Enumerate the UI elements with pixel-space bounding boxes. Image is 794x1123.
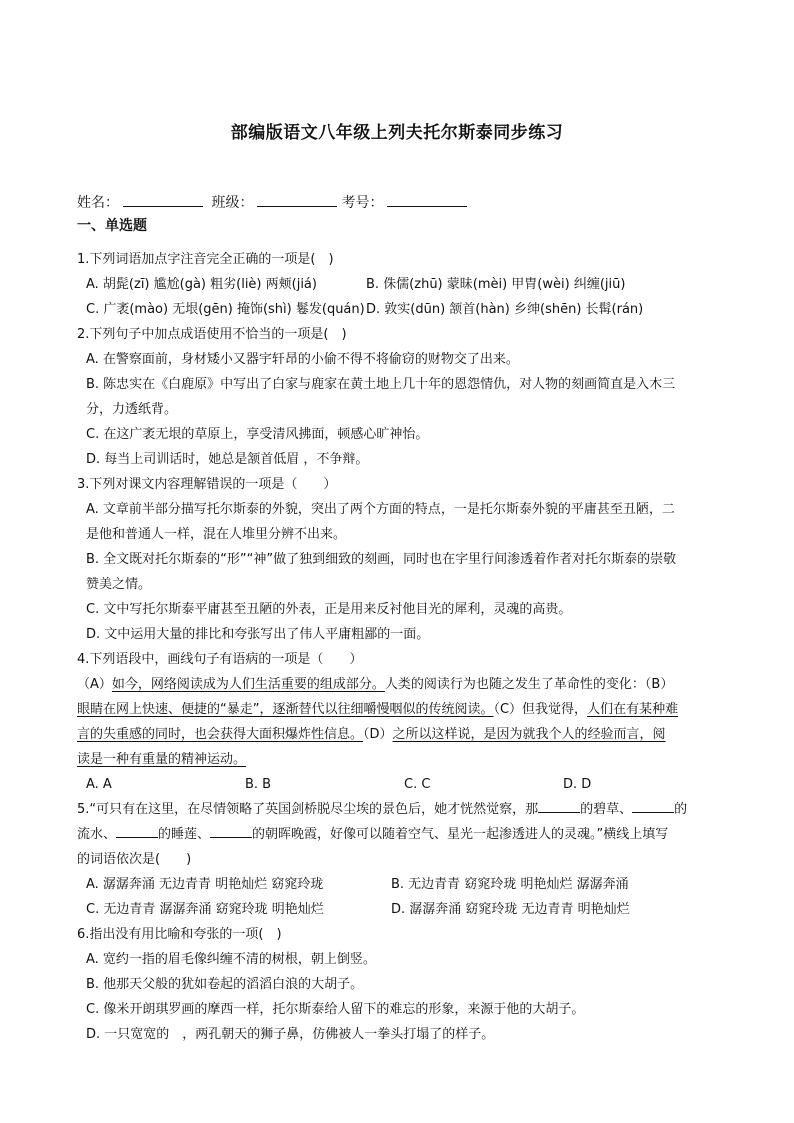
option-b-line1: B. 全文既对托尔斯泰的“形”“神”做了独到细致的刻画，同时也在字里行间渗透着作者对托尔斯泰的崇敬 — [86, 552, 677, 567]
option-d: D. 一只宽宽的 ，两孔朝天的狮子鼻，仿佛被人一拳头打塌了的样子。 — [86, 1027, 495, 1042]
question-4-passage-line1 — [77, 672, 717, 697]
underlined-sentence-a: 如今，网络阅读成为人们生活重要的组成部分。 — [111, 677, 385, 692]
stem-text: 的朝晖晚霞，好像可以随着空气、星光一起渗透进人的灵魂。”横线上填写 — [252, 827, 669, 842]
option-b-line2: 分，力透纸背。 — [86, 402, 178, 417]
option-c: C. 广袤(mào) 无垠(gēn) 掩饰(shì) 鬈发(quán) — [86, 302, 365, 317]
option-a: A. 宽约一指的眉毛像纠缠不清的树根，朝上倒竖。 — [86, 952, 376, 967]
fill-blank-1[interactable] — [538, 799, 580, 813]
option-c: C. 文中写托尔斯泰平庸甚至丑陋的外表，正是用来反衬他目光的犀利，灵魂的高贵。 — [86, 602, 572, 617]
question-1-options-row2 — [77, 297, 717, 322]
number-label: 考号： — [341, 195, 384, 211]
option-a: A. 胡髭(zī) 尴尬(gà) 粗劣(liè) 两颊(jiá) — [86, 277, 317, 292]
option-c: C. 无边青青 潺潺奔涌 窈窕玲珑 明艳灿烂 — [86, 902, 324, 917]
option-c: C. C — [404, 777, 431, 792]
option-a: A. A — [86, 777, 112, 792]
stem-text: 的 — [674, 802, 688, 817]
option-b: B. 他那天父般的犹如卷起的滔滔白浪的大胡子。 — [86, 977, 364, 992]
question-4-passage-line4 — [77, 747, 717, 772]
question-2-stem: 2.下列句子中加点成语使用不恰当的一项是( ) — [77, 327, 347, 342]
stem-text: 的碧草、 — [580, 802, 633, 817]
question-6-stem: 6.指出没有用比喻和夸张的一项( ) — [77, 927, 282, 942]
option-b: B. B — [245, 777, 272, 792]
option-c: C. 像米开朗琪罗画的摩西一样，托尔斯泰给人留下的难忘的形象，来源于他的大胡子。 — [86, 1002, 585, 1017]
section-heading: 一、单选题 — [77, 218, 147, 234]
question-5-stem-line2 — [77, 822, 717, 847]
fill-blank-2[interactable] — [632, 799, 674, 813]
option-a-line1: A. 文章前半部分描写托尔斯泰的外貌，突出了两个方面的特点，一是托尔斯泰外貌的平庸甚至丑陋，二 — [86, 502, 675, 517]
option-d: D. D — [563, 777, 592, 792]
number-blank[interactable] — [387, 192, 467, 207]
fill-blank-3[interactable] — [116, 824, 158, 838]
question-4-passage-line3 — [77, 722, 717, 747]
label-c: （C）但我觉得， — [493, 702, 588, 717]
question-5-options-row1 — [77, 872, 717, 897]
question-1-options-row1 — [77, 272, 717, 297]
option-c: C. 在这广袤无垠的草原上，享受清风拂面，顿感心旷神怡。 — [86, 427, 429, 442]
question-4-passage-line2 — [77, 697, 717, 722]
underlined-sentence-d-part1: 之所以这样说，是因为就我个人的经验而言，阅 — [392, 727, 666, 742]
option-d: D. 文中运用大量的排比和夸张写出了伟人平庸粗鄙的一面。 — [86, 627, 430, 642]
option-a: A. 潺潺奔涌 无边青青 明艳灿烂 窈窕玲珑 — [86, 877, 324, 892]
class-label: 班级： — [211, 195, 254, 211]
question-list — [77, 247, 717, 1047]
option-b: B. 侏儒(zhū) 蒙昧(mèi) 甲胄(wèi) 纠缠(jiū) — [366, 277, 626, 292]
student-info-line — [77, 192, 471, 212]
question-4-stem: 4.下列语段中，画线句子有语病的一项是（ ） — [77, 652, 363, 667]
underlined-sentence-d-part2: 读是一种有重量的精神运动。 — [77, 752, 247, 767]
class-blank[interactable] — [257, 192, 337, 207]
option-d: D. 敦实(dūn) 颔首(hàn) 乡绅(shēn) 长髯(rán) — [366, 302, 644, 317]
option-d: D. 潺潺奔涌 窈窕玲珑 无边青青 明艳灿烂 — [391, 902, 630, 917]
name-blank[interactable] — [123, 192, 203, 207]
page-title: 部编版语文八年级上列夫托尔斯泰同步练习 — [230, 123, 564, 143]
option-b-line2: 赞美之情。 — [86, 577, 152, 592]
option-b: B. 无边青青 窈窕玲珑 明艳灿烂 潺潺奔涌 — [391, 877, 629, 892]
stem-text: 5.“可只有在这里，在尽情领略了英国剑桥脱尽尘埃的景色后，她才恍然觉察，那 — [77, 802, 539, 817]
stem-text: 流水、 — [77, 827, 117, 842]
label-a: （A） — [77, 677, 112, 692]
underlined-sentence-c-part1: 人们在有某种难 — [587, 702, 679, 717]
option-b-line1: B. 陈忠实在《白鹿原》中写出了白家与鹿家在黄土地上几十年的恩怨情仇，对人物的刻画简直是入木三 — [86, 377, 676, 392]
option-a: A. 在警察面前，身材矮小又器宇轩昂的小偷不得不将偷窃的财物交了出来。 — [86, 352, 519, 367]
question-4-options — [77, 772, 717, 797]
label-d: （D） — [363, 727, 393, 742]
underlined-sentence-c-part2: 言的失重感的同时，也会获得大面积爆炸性信息。 — [77, 727, 364, 742]
underlined-sentence-b: 眼睛在网上快速、便捷的“暴走”，逐渐替代以往细嚼慢咽似的传统阅读。 — [77, 702, 494, 717]
passage-text: 人类的阅读行为也随之发生了革命性的变化：（B） — [384, 677, 674, 692]
option-d: D. 每当上司训话时，她总是颔首低眉 ，不争辩。 — [86, 452, 369, 467]
question-3-stem: 3.下列对课文内容理解错误的一项是（ ） — [77, 477, 337, 492]
question-5-options-row2 — [77, 897, 717, 922]
question-5-stem-line1 — [77, 797, 717, 822]
stem-text: 的睡莲、 — [158, 827, 211, 842]
question-5-stem-line3: 的词语依次是( ) — [77, 852, 192, 867]
name-label: 姓名： — [77, 195, 119, 211]
option-a-line2: 是他和普通人一样，混在人堆里分辨不出来。 — [86, 527, 347, 542]
fill-blank-4[interactable] — [210, 824, 252, 838]
question-1-stem: 1.下列词语加点字注音完全正确的一项是( ) — [77, 252, 334, 267]
